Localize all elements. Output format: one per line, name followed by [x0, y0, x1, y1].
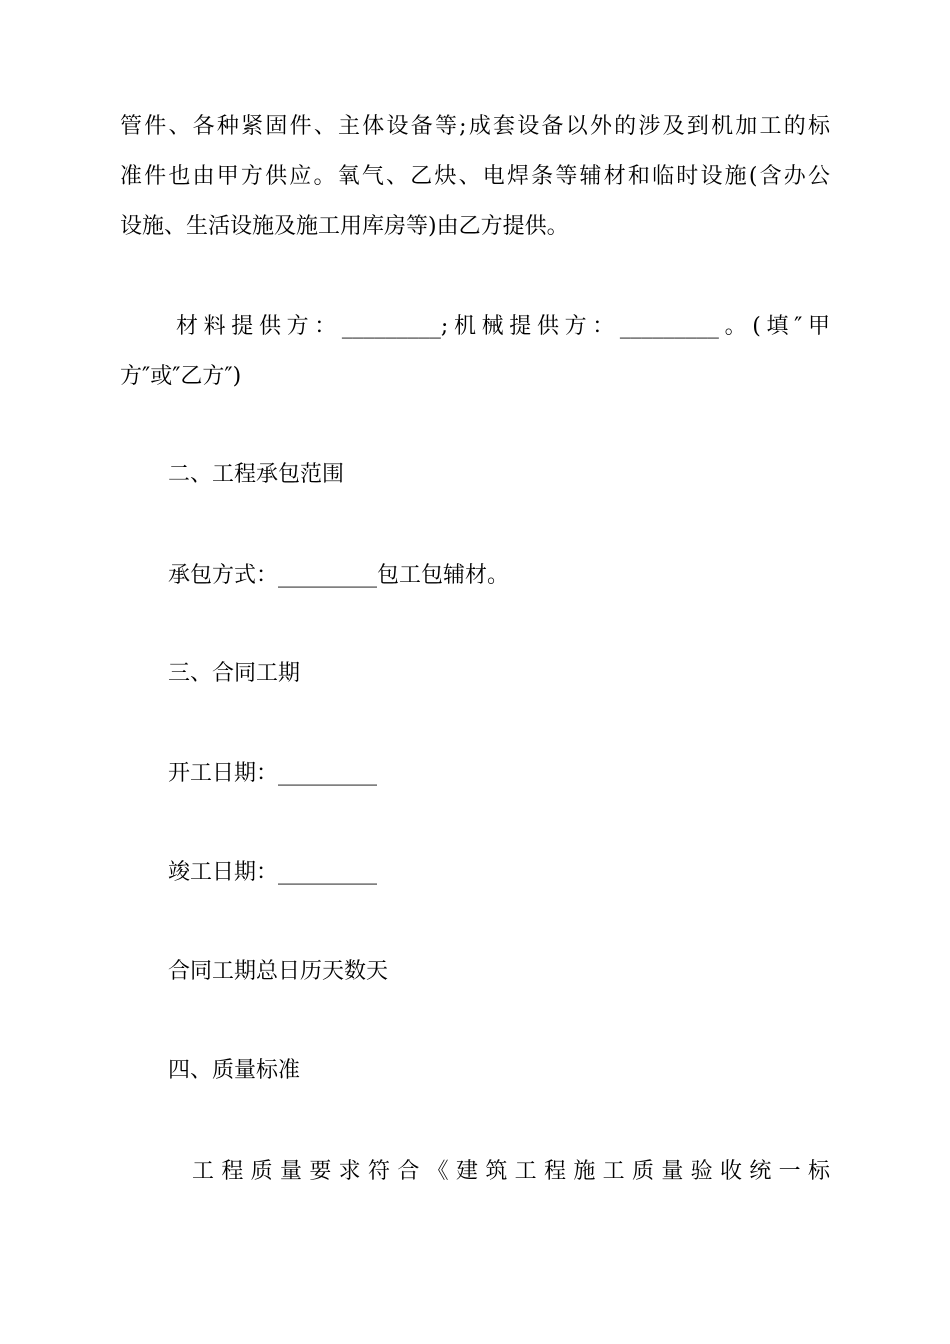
- quality-standard-line: 工程质量要求符合《建筑工程施工质量验收统一标: [192, 1159, 830, 1184]
- paragraph-line: 管件、各种紧固件、主体设备等;成套设备以外的涉及到机加工的标: [120, 114, 830, 139]
- materials-provider-line-continued: 方″或″乙方″): [120, 364, 242, 389]
- completion-date-line: 竣工日期：_________: [168, 860, 378, 885]
- start-date-line: 开工日期：_________: [168, 761, 378, 786]
- section-heading-duration: 三、合同工期: [168, 661, 301, 686]
- contract-method-line: 承包方式：_________包工包辅材。: [168, 563, 510, 588]
- section-heading-quality: 四、质量标准: [168, 1058, 301, 1083]
- paragraph-line: 设施、生活设施及施工用库房等)由乙方提供。: [120, 214, 569, 239]
- total-days-line: 合同工期总日历天数天: [168, 959, 389, 984]
- materials-provider-line: 材料提供方：_________;机械提供方：_________。(填″甲: [176, 314, 830, 339]
- paragraph-line: 准件也由甲方供应。氧气、乙炔、电焊条等辅材和临时设施(含办公: [120, 164, 830, 189]
- section-heading-scope: 二、工程承包范围: [168, 462, 345, 487]
